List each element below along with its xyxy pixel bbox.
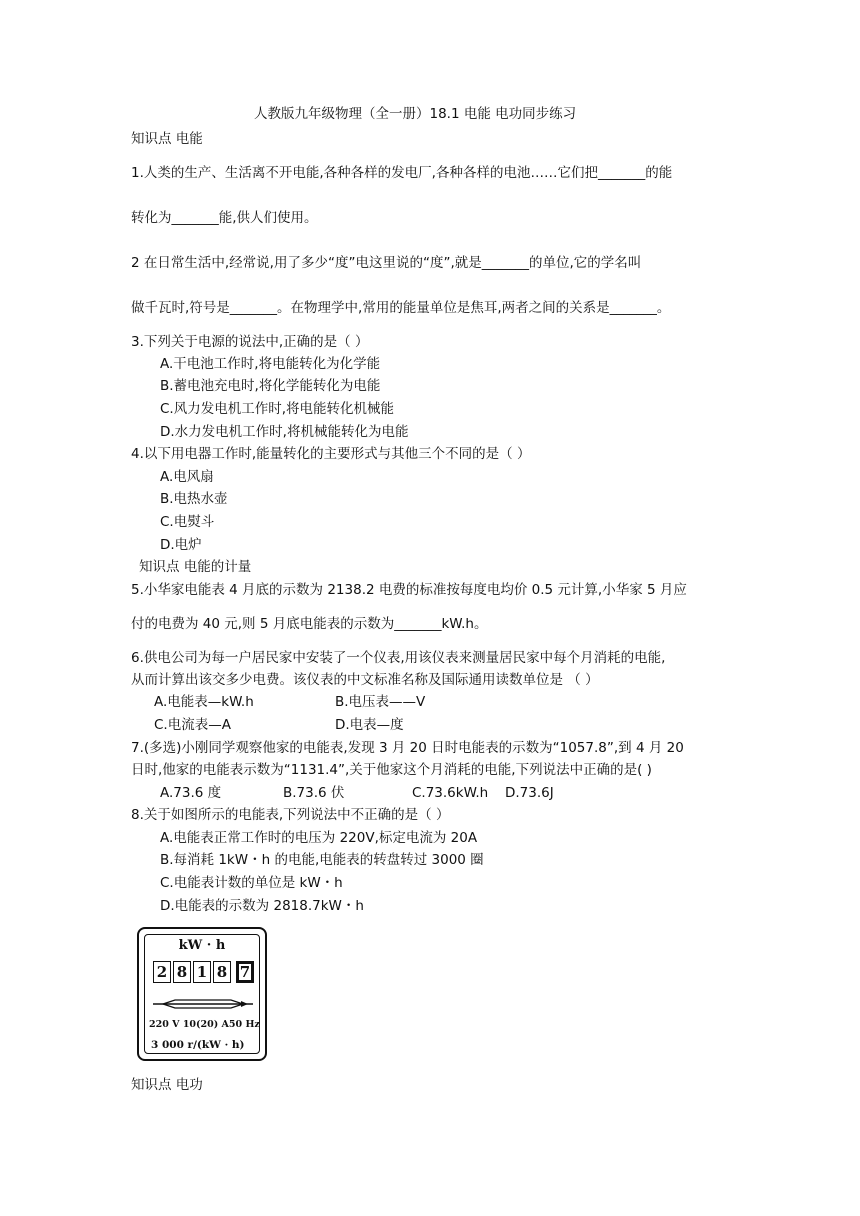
meter-digit: 8	[213, 961, 231, 983]
question-4-stem: 4.以下用电器工作时,能量转化的主要形式与其他三个不同的是（ ）	[131, 446, 531, 462]
question-6-line-2: 从而计算出该交多少电费。该仪表的中文标准名称及国际通用读数单位是 （ ）	[131, 672, 599, 688]
meter-rating-label: 220 V 10(20) A50 Hz	[149, 1019, 260, 1030]
question-7-line-1: 7.(多选)小刚同学观察他家的电能表,发现 3 月 20 日时电能表的示数为“1057.8”,到 4 月 20	[131, 740, 684, 756]
question-3-option-b: B.蓄电池充电时,将化学能转化为电能	[160, 378, 381, 394]
electric-meter-figure	[137, 927, 267, 1061]
question-4-option-b: B.电热水壶	[160, 491, 228, 507]
question-5-line-2: 付的电费为 40 元,则 5 月底电能表的示数为_______kW.h。	[131, 616, 488, 632]
question-8-option-c: C.电能表计数的单位是 kW・h	[160, 875, 343, 891]
meter-digit: 1	[193, 961, 211, 983]
meter-constant-label: 3 000 r/(kW · h)	[151, 1039, 245, 1051]
meter-reading	[153, 961, 256, 983]
question-8-option-a: A.电能表正常工作时的电压为 220V,标定电流为 20A	[160, 830, 478, 846]
question-6-option-a: A.电能表—kW.h	[154, 694, 254, 710]
question-7-option-b: B.73.6 伏	[283, 785, 345, 801]
question-4-option-a: A.电风扇	[160, 469, 214, 485]
question-6-line-1: 6.供电公司为每一户居民家中安装了一个仪表,用该仪表来测量居民家中每个月消耗的电能,	[131, 650, 666, 666]
meter-decimal-digit: 7	[236, 961, 254, 983]
meter-digit: 8	[173, 961, 191, 983]
question-4-option-d: D.电炉	[160, 537, 202, 553]
section-heading-electric-work: 知识点 电功	[131, 1077, 203, 1093]
question-1-line-1: 1.人类的生产、生活离不开电能,各种各样的发电厂,各种各样的电池……它们把_______的能	[131, 165, 673, 181]
question-8-stem: 8.关于如图所示的电能表,下列说法中不正确的是（ ）	[131, 807, 450, 823]
document-title: 人教版九年级物理（全一册）18.1 电能 电功同步练习	[254, 106, 577, 122]
question-5-line-1: 5.小华家电能表 4 月底的示数为 2138.2 电费的标准按每度电均价 0.5 元计算,小华家 5 月应	[131, 582, 687, 598]
section-heading-electric-energy: 知识点 电能	[131, 131, 203, 147]
question-2-line-1: 2 在日常生活中,经常说,用了多少“度”电这里说的“度”,就是_______的单位,它的学名叫	[131, 255, 642, 271]
question-8-option-d: D.电能表的示数为 2818.7kW・h	[160, 898, 364, 914]
question-8-option-b: B.每消耗 1kW・h 的电能,电能表的转盘转过 3000 圈	[160, 852, 484, 868]
question-1-line-2: 转化为_______能,供人们使用。	[131, 210, 318, 226]
meter-rotating-disc-icon	[153, 997, 253, 1011]
question-7-line-2: 日时,他家的电能表示数为“1131.4”,关于他家这个月消耗的电能,下列说法中正确的是( )	[131, 762, 652, 778]
question-6-option-d: D.电表—度	[335, 717, 404, 733]
question-6-option-c: C.电流表—A	[154, 717, 231, 733]
question-3-option-a: A.干电池工作时,将电能转化为化学能	[160, 356, 381, 372]
question-3-option-c: C.风力发电机工作时,将电能转化机械能	[160, 401, 395, 417]
meter-face	[144, 934, 260, 1054]
question-2-line-2: 做千瓦时,符号是_______。在物理学中,常用的能量单位是焦耳,两者之间的关系是_______。	[131, 300, 671, 316]
question-7-option-d: D.73.6J	[505, 785, 554, 801]
meter-digit: 2	[153, 961, 171, 983]
question-3-option-d: D.水力发电机工作时,将机械能转化为电能	[160, 424, 409, 440]
question-7-option-c: C.73.6kW.h	[412, 785, 489, 801]
meter-unit-label: kW · h	[178, 938, 226, 953]
section-heading-energy-metering: 知识点 电能的计量	[139, 559, 252, 575]
question-7-option-a: A.73.6 度	[160, 785, 222, 801]
question-6-option-b: B.电压表——V	[335, 694, 426, 710]
question-4-option-c: C.电熨斗	[160, 514, 215, 530]
question-3-stem: 3.下列关于电源的说法中,正确的是（ ）	[131, 334, 369, 350]
